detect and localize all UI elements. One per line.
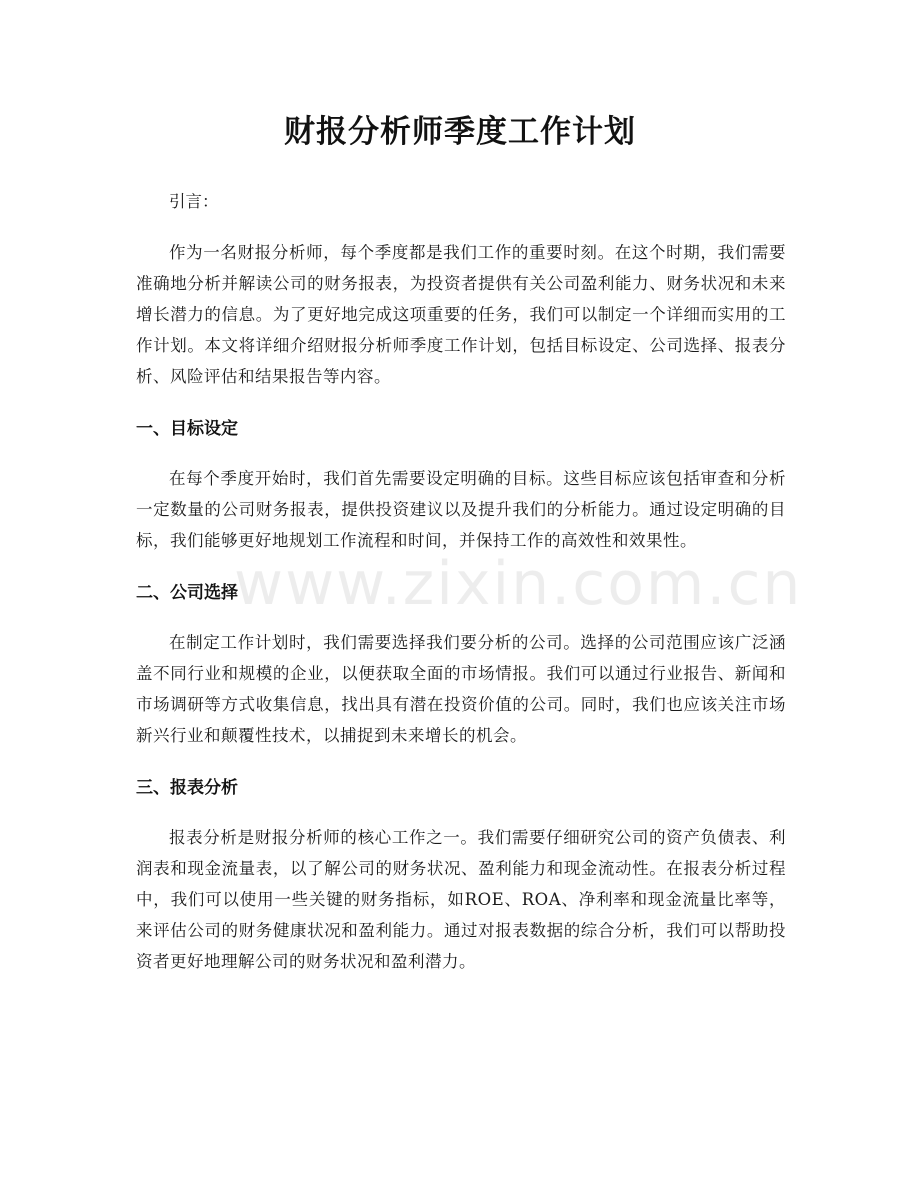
section-paragraph-company-selection: 在制定工作计划时，我们需要选择我们要分析的公司。选择的公司范围应该广泛涵盖不同行业和规模的企业，以便获取全面的市场情报。我们可以通过行业报告、新闻和市场调研等方式收集信息，找出具有潜在投资价值的公司。同时，我们也应该关注市场新兴行业和颠覆性技术，以捕捉到未来增长的机会。 — [136, 633, 786, 745]
section-heading-goals: 一、目标设定 — [136, 419, 238, 439]
section-heading-statement-analysis: 三、报表分析 — [136, 778, 238, 798]
section-paragraph-goals: 在每个季度开始时，我们首先需要设定明确的目标。这些目标应该包括审查和分析一定数量的公司财务报表，提供投资建议以及提升我们的分析能力。通过设定明确的目标，我们能够更好地规划工作流程和时间，并保持工作的高效性和效果性。 — [136, 469, 786, 550]
document-title: 财报分析师季度工作计划 — [284, 114, 636, 150]
section-heading-company-selection: 二、公司选择 — [136, 583, 238, 603]
intro-label: 引言： — [169, 192, 219, 211]
intro-paragraph: 作为一名财报分析师，每个季度都是我们工作的重要时刻。在这个时期，我们需要准确地分析并解读公司的财务报表，为投资者提供有关公司盈利能力、财务状况和未来增长潜力的信息。为了更好地完成这项重要的任务，我们可以制定一个详细而实用的工作计划。本文将详细介绍财报分析师季度工作计划，包括目标设定、公司选择、报表分析、风险评估和结果报告等内容。 — [136, 243, 786, 386]
watermark: www.zixin.com.cn — [234, 549, 803, 619]
document-body — [136, 186, 786, 977]
section-paragraph-statement-analysis: 报表分析是财报分析师的核心工作之一。我们需要仔细研究公司的资产负债表、利润表和现金流量表，以了解公司的财务状况、盈利能力和现金流动性。在报表分析过程中，我们可以使用一些关键的财务指标，如ROE、ROA、净利率和现金流量比率等，来评估公司的财务健康状况和盈利能力。通过对报表数据的综合分析，我们可以帮助投资者更好地理解公司的财务状况和盈利潜力。 — [136, 828, 786, 971]
